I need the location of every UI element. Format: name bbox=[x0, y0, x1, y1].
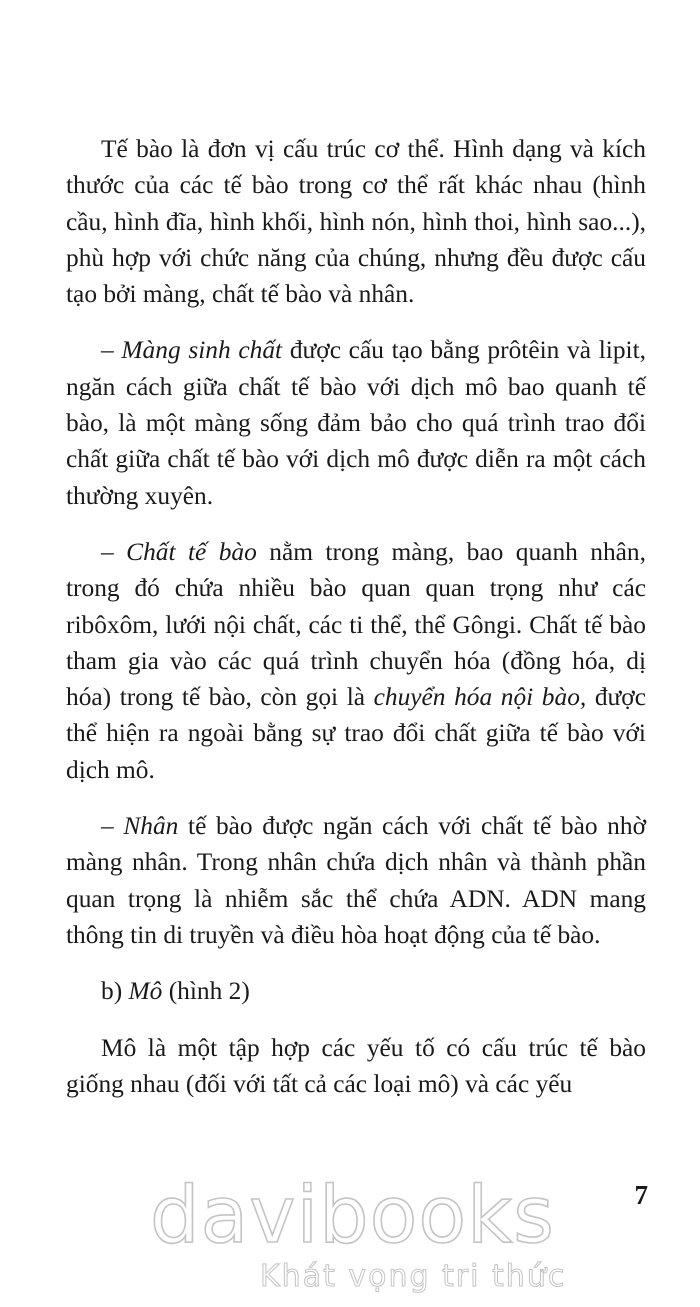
paragraph-text: tế bào được ngăn cách với chất tế bào nhờ màng nhân. Trong nhân chứa dịch nhân và thành phần quan trọng là nhiễm sắc thể chứa ADN. ADN mang thông tin di truyền và điều hòa hoạt động của tế bào. bbox=[66, 812, 646, 949]
paragraph-text: được cấu tạo bằng prôtêin và lipit, ngăn cách giữa chất tế bào với dịch mô bao quanh tế bào, là một màng sống đảm bảo cho quá trình trao đổi chất giữa chất tế bào với dịch mô được diễn ra một cách thường xuyên. bbox=[66, 336, 646, 510]
paragraph-text: nằm trong màng, bao quanh nhân, trong đó chứa nhiều bào quan quan trọng như các ribôxôm, lưới nội chất, các ti thể, thể Gôngi. Chất tế bào tham gia vào các quá trình chuyển hóa (đồng hóa, dị hóa) trong tế bào, còn gọi là bbox=[66, 537, 646, 712]
term-cytoplasm: Chất tế bào bbox=[126, 537, 257, 566]
dash: – bbox=[101, 537, 127, 566]
term-cell-membrane: Màng sinh chất bbox=[121, 336, 283, 365]
page-number: 7 bbox=[634, 1180, 648, 1210]
term-tissue: Mô bbox=[128, 977, 163, 1006]
subheading-prefix: b) bbox=[101, 977, 129, 1006]
paragraph-text: được thể hiện ra ngoài bằng sự trao đổi chất giữa tế bào với dịch mô. bbox=[66, 683, 646, 784]
watermark-title: davibooks bbox=[150, 1171, 555, 1261]
paragraph-tissue-definition: Mô là một tập hợp các yếu tố có cấu trúc tế bào giống nhau (đối với tất cả các loại mô) và các yếu bbox=[66, 1033, 646, 1098]
paragraph-cell-intro: Tế bào là đơn vị cấu trúc cơ thể. Hình dạng và kích thước của các tế bào trong cơ thể rất khác nhau (hình cầu, hình đĩa, hình khối, hình nón, hình thoi, hình sao...), phù hợp với chức năng của chúng, nhưng đều được cấu tạo bởi màng, chất tế bào và nhân. bbox=[66, 135, 646, 309]
paragraph-cytoplasm bbox=[66, 534, 646, 788]
term-intracellular-metabolism: chuyển hóa nội bào, bbox=[373, 683, 587, 712]
watermark-tagline: Khát vọng tri thức bbox=[260, 1259, 567, 1294]
watermark-logo bbox=[150, 1171, 570, 1296]
paragraph-nucleus bbox=[66, 808, 646, 953]
body-text bbox=[66, 131, 646, 1102]
dash: – bbox=[101, 336, 122, 365]
paragraph-cell-membrane bbox=[66, 332, 646, 513]
dash: – bbox=[101, 812, 124, 841]
subheading-tissue bbox=[66, 973, 646, 1009]
term-nucleus: Nhân bbox=[123, 812, 179, 841]
subheading-suffix: (hình 2) bbox=[162, 977, 250, 1006]
